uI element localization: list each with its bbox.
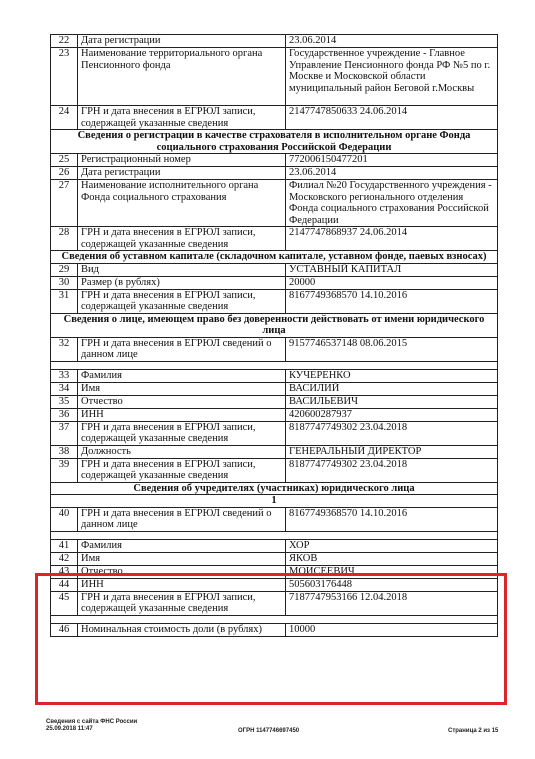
row-label: ИНН — [78, 408, 286, 421]
row-label: ГРН и дата внесения в ЕГРЮЛ записи, содержащей указанные сведения — [78, 106, 286, 130]
row-value: 2147747850633 24.06.2014 — [286, 106, 498, 130]
spacer-cell — [51, 615, 498, 623]
row-number: 43 — [51, 565, 78, 578]
table-row — [51, 591, 498, 615]
table-row — [51, 382, 498, 395]
table-row — [51, 539, 498, 552]
spacer-cell — [51, 531, 498, 539]
row-value: 9157746537148 08.06.2015 — [286, 337, 498, 361]
table-row — [51, 227, 498, 251]
row-label: Номинальная стоимость доли (в рублях) — [78, 623, 286, 636]
row-value: ВАСИЛЬЕВИЧ — [286, 395, 498, 408]
egrul-table-body — [51, 35, 498, 637]
row-label: ГРН и дата внесения в ЕГРЮЛ сведений о данном лице — [78, 337, 286, 361]
row-number: 34 — [51, 382, 78, 395]
row-label: Имя — [78, 552, 286, 565]
table-row — [51, 337, 498, 361]
row-number: 36 — [51, 408, 78, 421]
row-label: Регистрационный номер — [78, 154, 286, 167]
row-number: 22 — [51, 35, 78, 48]
table-row — [51, 167, 498, 180]
table-row — [51, 369, 498, 382]
row-number: 27 — [51, 180, 78, 227]
row-label: ГРН и дата внесения в ЕГРЮЛ записи, содержащей указанные сведения — [78, 289, 286, 313]
row-number: 30 — [51, 276, 78, 289]
row-number: 28 — [51, 227, 78, 251]
row-value: ЯКОВ — [286, 552, 498, 565]
section-header-row — [51, 130, 498, 154]
footer-timestamp: 25.09.2018 11:47 — [46, 726, 93, 732]
row-value: ГЕНЕРАЛЬНЫЙ ДИРЕКТОР — [286, 445, 498, 458]
row-number: 40 — [51, 507, 78, 531]
row-number: 24 — [51, 106, 78, 130]
egrul-extract-table — [50, 34, 498, 637]
section-header: Сведения об учредителях (участниках) юридического лица — [51, 482, 498, 495]
row-number: 46 — [51, 623, 78, 636]
row-value: УСТАВНЫЙ КАПИТАЛ — [286, 263, 498, 276]
row-number: 32 — [51, 337, 78, 361]
row-value: 8187747749302 23.04.2018 — [286, 421, 498, 445]
table-row — [51, 458, 498, 482]
row-label: ГРН и дата внесения в ЕГРЮЛ записи, содержащей указанные сведения — [78, 227, 286, 251]
row-label: ГРН и дата внесения в ЕГРЮЛ записи, содержащей указанные сведения — [78, 458, 286, 482]
row-label: Фамилия — [78, 369, 286, 382]
row-value: 8167749368570 14.10.2016 — [286, 507, 498, 531]
row-value: ХОР — [286, 539, 498, 552]
footer-page-number: Страница 2 из 15 — [448, 728, 499, 734]
table-row — [51, 106, 498, 130]
row-value: 8167749368570 14.10.2016 — [286, 289, 498, 313]
section-header: 1 — [51, 495, 498, 508]
row-value: 20000 — [286, 276, 498, 289]
table-row — [51, 180, 498, 227]
row-value: 2147747868937 24.06.2014 — [286, 227, 498, 251]
row-label: Наименование исполнительного органа Фонда социального страхования — [78, 180, 286, 227]
row-label: Имя — [78, 382, 286, 395]
row-value: 23.06.2014 — [286, 35, 498, 48]
row-number: 38 — [51, 445, 78, 458]
row-value: 772006150477201 — [286, 154, 498, 167]
row-number: 35 — [51, 395, 78, 408]
section-header: Сведения об уставном капитале (складочном капитале, уставном фонде, паевых взносах) — [51, 251, 498, 264]
row-value: Государственное учреждение - Главное Управление Пенсионного фонда РФ №5 по г. Москве и Московской области муниципальный район Беговой г.Москвы — [286, 48, 498, 106]
row-label: Дата регистрации — [78, 167, 286, 180]
footer-source — [46, 719, 137, 733]
row-label: Отчество — [78, 565, 286, 578]
row-number: 31 — [51, 289, 78, 313]
table-row — [51, 507, 498, 531]
table-row — [51, 35, 498, 48]
row-label: Размер (в рублях) — [78, 276, 286, 289]
table-row — [51, 289, 498, 313]
row-value: 23.06.2014 — [286, 167, 498, 180]
row-value: 10000 — [286, 623, 498, 636]
footer-ogrn: ОГРН 1147746697450 — [238, 728, 300, 734]
section-header-row — [51, 313, 498, 337]
row-value: МОИСЕЕВИЧ — [286, 565, 498, 578]
row-number: 37 — [51, 421, 78, 445]
table-row — [51, 421, 498, 445]
row-label: ИНН — [78, 578, 286, 591]
section-header-row — [51, 495, 498, 508]
row-value: 420600287937 — [286, 408, 498, 421]
row-label: Вид — [78, 263, 286, 276]
section-header: Сведения о регистрации в качестве страхователя в исполнительном органе Фонда социального страхования Российской Федерации — [51, 130, 498, 154]
table-row — [51, 578, 498, 591]
row-label: ГРН и дата внесения в ЕГРЮЛ записи, содержащей указанные сведения — [78, 421, 286, 445]
spacer-row — [51, 615, 498, 623]
table-row — [51, 623, 498, 636]
row-number: 44 — [51, 578, 78, 591]
table-row — [51, 445, 498, 458]
row-value: КУЧЕРЕНКО — [286, 369, 498, 382]
spacer-row — [51, 531, 498, 539]
row-number: 33 — [51, 369, 78, 382]
row-value: 7187747953166 12.04.2018 — [286, 591, 498, 615]
row-number: 25 — [51, 154, 78, 167]
row-label: Фамилия — [78, 539, 286, 552]
row-label: ГРН и дата внесения в ЕГРЮЛ сведений о данном лице — [78, 507, 286, 531]
footer-source-line: Сведения с сайта ФНС России — [46, 719, 138, 725]
spacer-row — [51, 361, 498, 369]
row-number: 26 — [51, 167, 78, 180]
row-value: 8187747749302 23.04.2018 — [286, 458, 498, 482]
row-label: ГРН и дата внесения в ЕГРЮЛ записи, содержащей указанные сведения — [78, 591, 286, 615]
row-number: 23 — [51, 48, 78, 106]
row-value: ВАСИЛИЙ — [286, 382, 498, 395]
row-label: Наименование территориального органа Пенсионного фонда — [78, 48, 286, 106]
row-label: Дата регистрации — [78, 35, 286, 48]
row-number: 41 — [51, 539, 78, 552]
row-number: 29 — [51, 263, 78, 276]
row-label: Должность — [78, 445, 286, 458]
spacer-cell — [51, 361, 498, 369]
row-number: 45 — [51, 591, 78, 615]
row-value: 505603176448 — [286, 578, 498, 591]
table-row — [51, 565, 498, 578]
section-header: Сведения о лице, имеющем право без доверенности действовать от имени юридического лица — [51, 313, 498, 337]
row-number: 42 — [51, 552, 78, 565]
table-row — [51, 154, 498, 167]
table-row — [51, 263, 498, 276]
table-row — [51, 552, 498, 565]
table-row — [51, 48, 498, 106]
section-header-row — [51, 482, 498, 495]
row-number: 39 — [51, 458, 78, 482]
table-row — [51, 395, 498, 408]
section-header-row — [51, 251, 498, 264]
table-row — [51, 408, 498, 421]
row-label: Отчество — [78, 395, 286, 408]
row-value: Филиал №20 Государственного учреждения - Московского регионального отделения Фонда социального страхования Российской Федерации — [286, 180, 498, 227]
table-row — [51, 276, 498, 289]
